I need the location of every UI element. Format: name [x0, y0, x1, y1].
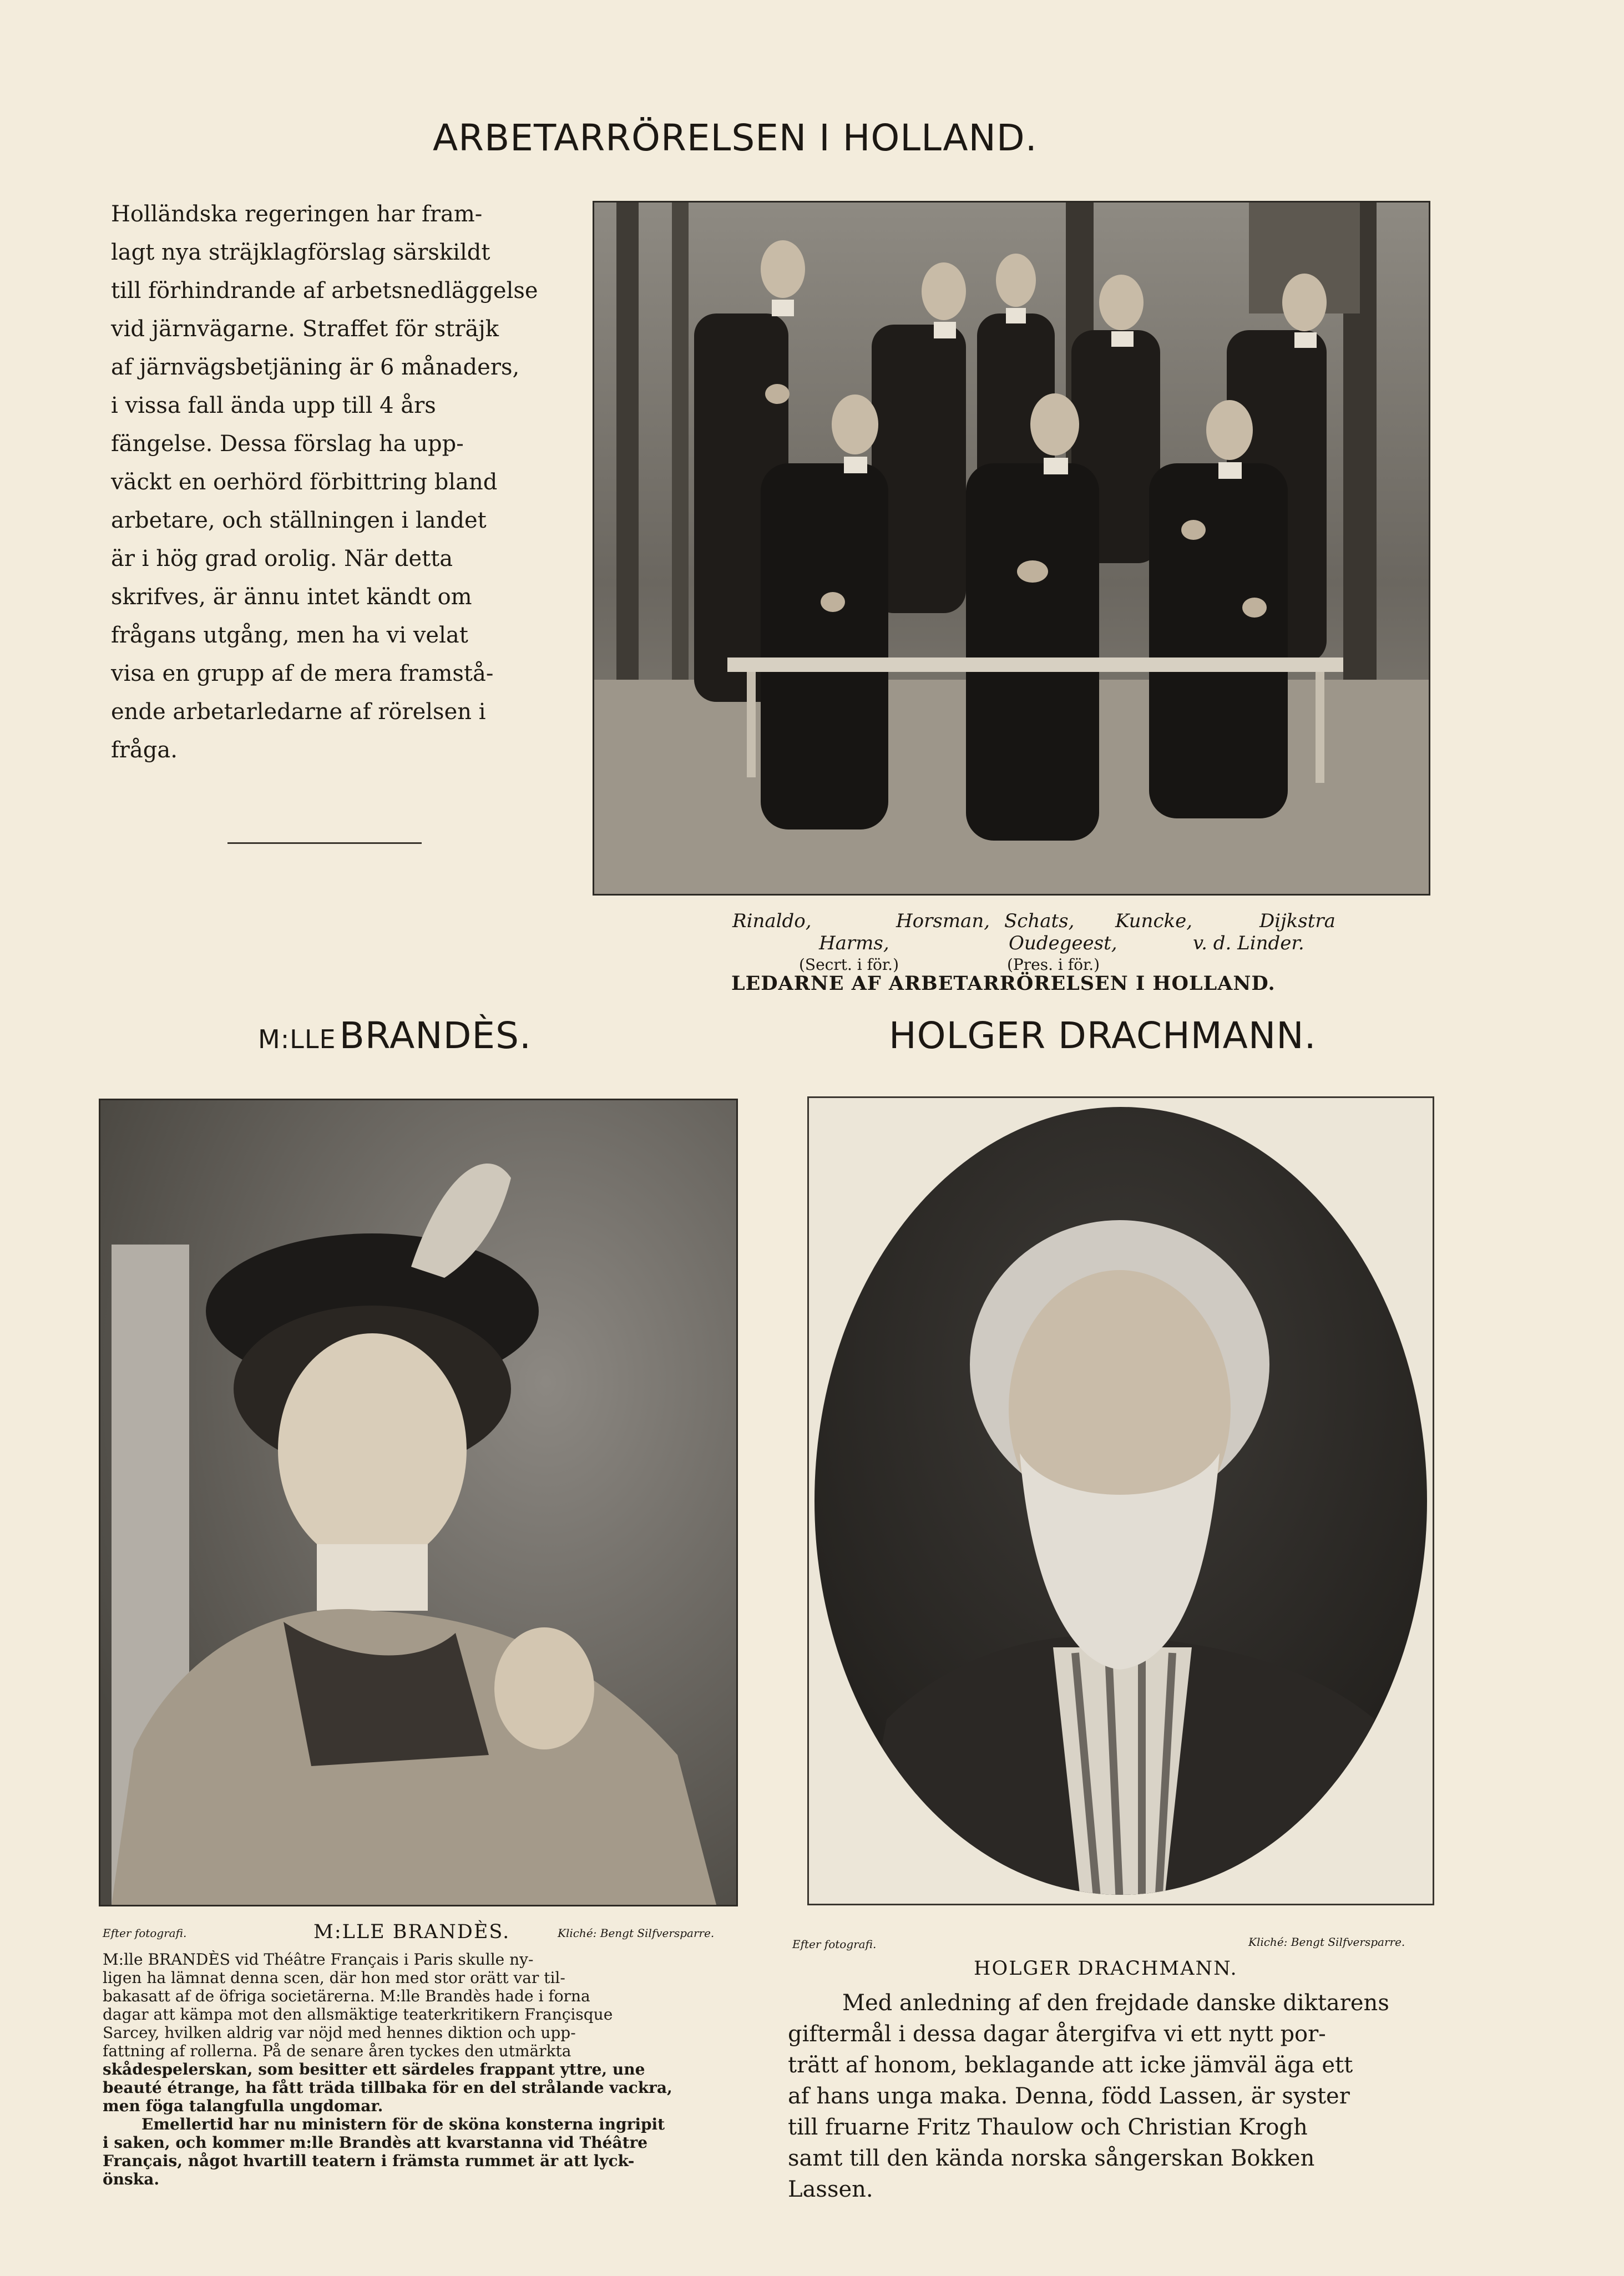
brandes-line: Emellertid har nu ministern för de sköna konsterna ingripit [141, 2115, 665, 2133]
holland-line: ende arbetarledarne af rörelsen i [111, 699, 486, 725]
holland-line: i vissa fall ända upp till 4 års [111, 393, 436, 418]
holland-line: till förhindrande af arbetsnedläggelse [111, 278, 538, 304]
caption-name-schats: Schats, [1004, 910, 1075, 932]
caption-name-dijkstra: Dijkstra [1259, 910, 1335, 932]
holland-line: frågans utgång, men ha vi velat [111, 623, 468, 648]
holland-line: af järnvägsbetjäning är 6 månaders, [111, 355, 520, 380]
holland-line: fråga. [111, 737, 178, 763]
brandes-heading-prefix: M:LLE [258, 1024, 336, 1054]
caption-name-horsman: Horsman, [896, 910, 990, 932]
drachmann-portrait [807, 1096, 1434, 1905]
drachmann-credit-right: Kliché: Bengt Silfversparre. [1248, 1935, 1405, 1949]
brandes-line: beauté étrange, ha fått träda tillbaka för en del strålande vackra, [103, 2078, 672, 2097]
drachmann-line: samt till den kända norska sångerskan Bokken [788, 2146, 1315, 2171]
holland-divider [227, 842, 422, 844]
holland-line: vid järnvägarne. Straffet för sträjk [111, 316, 499, 342]
drachmann-credit-left: Efter fotografi. [792, 1938, 877, 1951]
brandes-line: önska. [103, 2170, 160, 2188]
drachmann-heading: HOLGER DRACHMANN. [889, 1014, 1317, 1057]
caption-name-rinaldo: Rinaldo, [732, 910, 812, 932]
holland-line: är i hög grad orolig. När detta [111, 546, 453, 571]
brandes-portrait [99, 1099, 738, 1906]
brandes-credit-right: Kliché: Bengt Silfversparre. [558, 1926, 715, 1940]
drachmann-line: giftermål i dessa dagar återgifva vi ett nytt por- [788, 2021, 1326, 2047]
brandes-heading-name: BRANDÈS. [339, 1014, 532, 1057]
drachmann-line: Lassen. [788, 2177, 873, 2202]
drachmann-line: Med anledning af den frejdade danske diktarens [842, 1990, 1389, 2016]
holland-group-photo [593, 201, 1430, 896]
brandes-line: Sarcey, hvilken aldrig var nöjd med hennes diktion och upp- [103, 2024, 576, 2042]
brandes-portrait-illustration [100, 1100, 736, 1905]
holland-line: arbetare, och ställningen i landet [111, 508, 487, 533]
caption-president-note: (Pres. i för.) [1007, 955, 1100, 974]
holland-heading: ARBETARRÖRELSEN I HOLLAND. [433, 117, 1038, 159]
brandes-line: dagar att kämpa mot den allsmäktige teaterkritikern Françisque [103, 2005, 613, 2024]
brandes-heading [258, 1014, 532, 1057]
brandes-line: ligen ha lämnat denna scen, där hon med stor orätt var til- [103, 1969, 565, 1987]
brandes-line: M:lle BRANDÈS vid Théâtre Français i Paris skulle ny- [103, 1950, 534, 1969]
holland-line: lagt nya sträjklagförslag särskildt [111, 240, 490, 265]
caption-name-harms: Harms, [819, 932, 889, 954]
caption-secretary-note: (Secrt. i för.) [799, 955, 899, 974]
holland-article [111, 195, 544, 770]
brandes-line: Français, något hvartill teatern i främsta rummet är att lyck- [103, 2152, 635, 2170]
brandes-line: skådespelerskan, som besitter ett särdeles frappant yttre, une [103, 2060, 645, 2078]
brandes-credit-left: Efter fotografi. [103, 1926, 187, 1940]
drachmann-line: till fruarne Fritz Thaulow och Christian Krogh [788, 2115, 1308, 2140]
holland-line: skrifves, är ännu intet kändt om [111, 584, 472, 610]
holland-line: Holländska regeringen har fram- [111, 201, 483, 227]
holland-caption-title: LEDARNE AF ARBETARRÖRELSEN I HOLLAND. [731, 972, 1276, 995]
drachmann-caption-title: HOLGER DRACHMANN. [974, 1958, 1238, 1980]
group-photo-illustration [594, 203, 1429, 894]
caption-name-linder: v. d. Linder. [1193, 932, 1304, 954]
brandes-line: i saken, och kommer m:lle Brandès att kvarstanna vid Théâtre [103, 2133, 648, 2152]
brandes-line: bakasatt af de öfriga societärerna. M:lle Brandès hade i forna [103, 1987, 590, 2005]
brandes-line: fattning af rollerna. På de senare åren tyckes den utmärkta [103, 2042, 571, 2060]
drachmann-portrait-illustration [809, 1098, 1433, 1904]
drachmann-line: trätt af honom, beklagande att icke jämväl äga ett [788, 2052, 1353, 2078]
caption-name-oudegeest: Oudegeest, [1009, 932, 1117, 954]
drachmann-line: af hans unga maka. Denna, född Lassen, är syster [788, 2083, 1350, 2109]
holland-line: fängelse. Dessa förslag ha upp- [111, 431, 464, 457]
holland-line: visa en grupp af de mera framstå- [111, 661, 494, 686]
brandes-line: men föga talangfulla ungdomar. [103, 2097, 383, 2115]
caption-name-kuncke: Kuncke, [1115, 910, 1193, 932]
brandes-article [103, 1950, 735, 2188]
drachmann-article [788, 1987, 1425, 2205]
holland-line: väckt en oerhörd förbittring bland [111, 469, 498, 495]
brandes-caption-title: M:LLE BRANDÈS. [313, 1921, 510, 1943]
